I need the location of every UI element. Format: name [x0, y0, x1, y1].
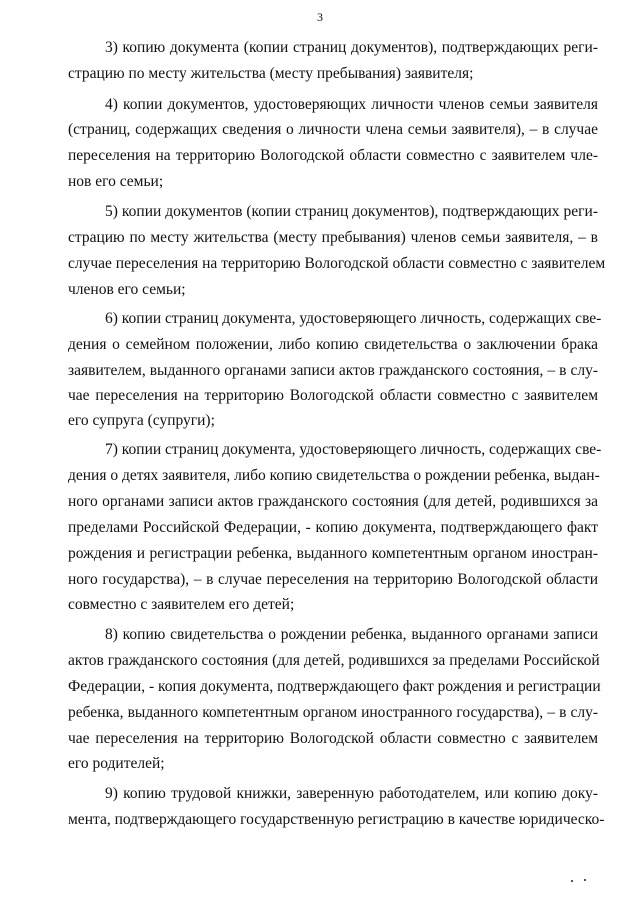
- paragraph-5-line-1: 5) копии документов (копии страниц документов), подтверждающих реги-: [105, 203, 598, 220]
- paragraph-8-line-3: Федерации, - копия документа, подтверждающего факт рождения и регистрации: [68, 678, 601, 695]
- paragraph-6-line-4: чае переселения на территорию Вологодской области совместно с заявителем: [68, 387, 598, 404]
- paragraph-3-line-1: 3) копию документа (копии страниц документов), подтверждающих реги-: [105, 39, 598, 56]
- paragraph-9-line-2: мента, подтверждающего государственную регистрацию в качестве юридическо-: [68, 811, 605, 828]
- paragraph-7-line-6: ного государства), – в случае переселения на территорию Вологодской области: [68, 571, 598, 588]
- paragraph-4-line-1: 4) копии документов, удостоверяющих личности членов семьи заявителя: [105, 96, 598, 113]
- paragraph-7-line-7: совместно с заявителем его детей;: [68, 596, 295, 613]
- paragraph-4-line-4: нов его семьи;: [68, 173, 164, 190]
- paragraph-5-line-2: страцию по месту жительства (месту пребывания) членов семьи заявителя, – в: [68, 229, 598, 246]
- paragraph-3-line-2: страцию по месту жительства (месту пребывания) заявителя;: [68, 65, 474, 82]
- paragraph-5-line-3: случае переселения на территорию Вологодской области совместно с заявителем: [68, 255, 606, 272]
- paragraph-6-line-1: 6) копии страниц документа, удостоверяющего личность, содержащих све-: [105, 310, 602, 327]
- scan-mark: [584, 879, 586, 881]
- paragraph-7-line-2: дения о детях заявителя, либо копию свидетельства о рождении ребенка, выдан-: [68, 467, 600, 484]
- paragraph-7-line-4: пределами Российской Федерации, - копию документа, подтверждающего факт: [68, 519, 598, 536]
- paragraph-7-line-1: 7) копии страниц документа, удостоверяющего личность, содержащих све-: [105, 441, 602, 458]
- paragraph-7-line-3: ного органами записи актов гражданского состояния (для детей, родившихся за: [68, 493, 598, 510]
- paragraph-8-line-4: ребенка, выданного компетентным органом иностранного государства), – в слу-: [68, 704, 598, 721]
- paragraph-8-line-5: чае переселения на территорию Вологодской области совместно с заявителем: [68, 730, 598, 747]
- paragraph-4-line-2: (страниц, содержащих сведения о личности члена семьи заявителя), – в случае: [68, 121, 598, 138]
- paragraph-7-line-5: рождения и регистрации ребенка, выданного компетентным органом иностран-: [68, 545, 598, 562]
- scan-mark: [571, 880, 573, 882]
- paragraph-9-line-1: 9) копию трудовой книжки, заверенную работодателем, или копию доку-: [105, 785, 598, 802]
- paragraph-4-line-3: переселения на территорию Вологодской области совместно с заявителем чле-: [68, 147, 598, 164]
- paragraph-6-line-3: заявителем, выданного органами записи актов гражданского состояния, – в слу-: [68, 362, 598, 379]
- paragraph-5-line-4: членов его семьи;: [68, 281, 186, 298]
- paragraph-8-line-2: актов гражданского состояния (для детей, родившихся за пределами Российской: [68, 652, 600, 669]
- paragraph-8-line-6: его родителей;: [68, 755, 165, 772]
- paragraph-6-line-2: дения о семейном положении, либо копию свидетельства о заключении брака: [68, 336, 598, 353]
- page-number: 3: [317, 10, 323, 24]
- paragraph-8-line-1: 8) копию свидетельства о рождении ребенка, выданного органами записи: [105, 626, 598, 643]
- paragraph-6-line-5: его супруга (супруги);: [68, 412, 215, 429]
